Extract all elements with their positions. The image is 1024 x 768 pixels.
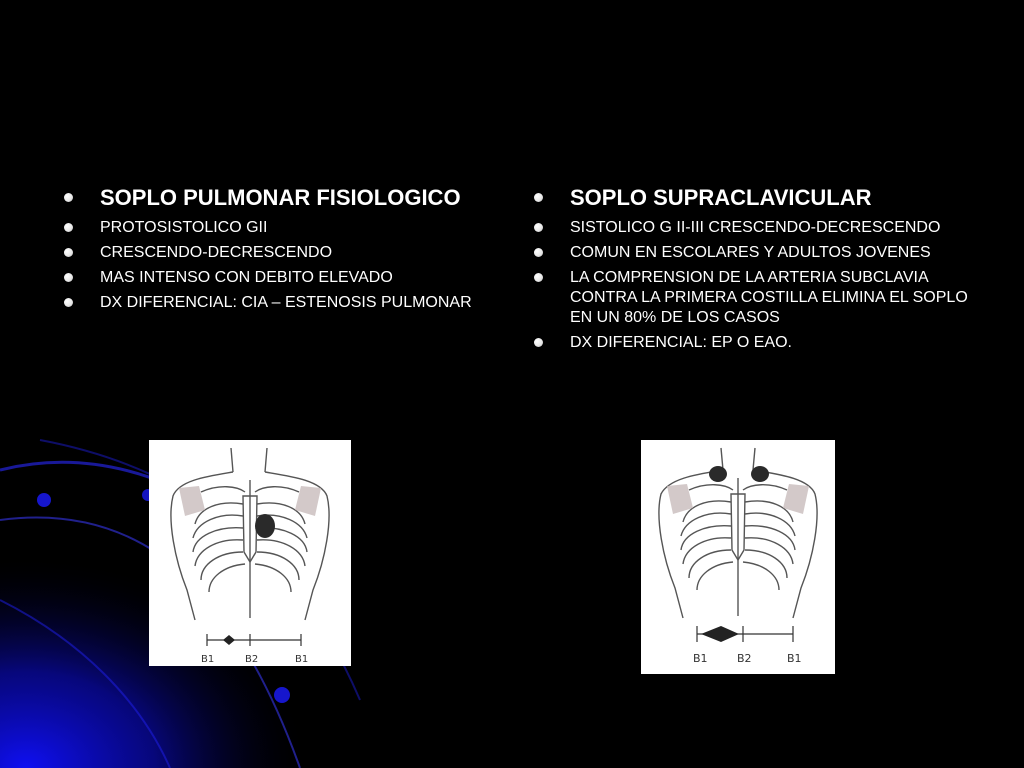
right-list-item: COMUN EN ESCOLARES Y ADULTOS JOVENES [532,243,972,263]
right-list-item: LA COMPRENSION DE LA ARTERIA SUBCLAVIA CONTRA LA PRIMERA COSTILLA ELIMINA EL SOPLO EN UN 80% DE LOS CASOS [532,268,972,328]
left-list-item: PROTOSISTOLICO GII [62,218,482,238]
right-timing-label: B1 [787,652,802,665]
left-timing-label: B1 [201,654,215,665]
left-bullet-list [62,186,482,313]
right-bullet-list [532,186,972,353]
left-list-item: CRESCENDO-DECRESCENDO [62,243,482,263]
right-heading: SOPLO SUPRACLAVICULAR [532,186,972,210]
left-column [62,186,482,318]
right-list-item: DX DIFERENCIAL: EP O EAO. [532,333,972,353]
left-timing-label: B1 [295,654,309,665]
left-timing-label: B2 [245,654,259,665]
chest-diagram-pulmonary [149,440,351,666]
right-list-item: SISTOLICO G II-III CRESCENDO-DECRESCENDO [532,218,972,238]
right-timing-label: B2 [737,652,752,665]
chest-diagram-supraclavicular [641,440,835,674]
left-list-item: MAS INTENSO CON DEBITO ELEVADO [62,268,482,288]
right-timing-label: B1 [693,652,708,665]
left-heading: SOPLO PULMONAR FISIOLOGICO [62,186,482,210]
right-column [532,186,972,358]
left-list-item: DX DIFERENCIAL: CIA – ESTENOSIS PULMONAR [62,293,482,313]
